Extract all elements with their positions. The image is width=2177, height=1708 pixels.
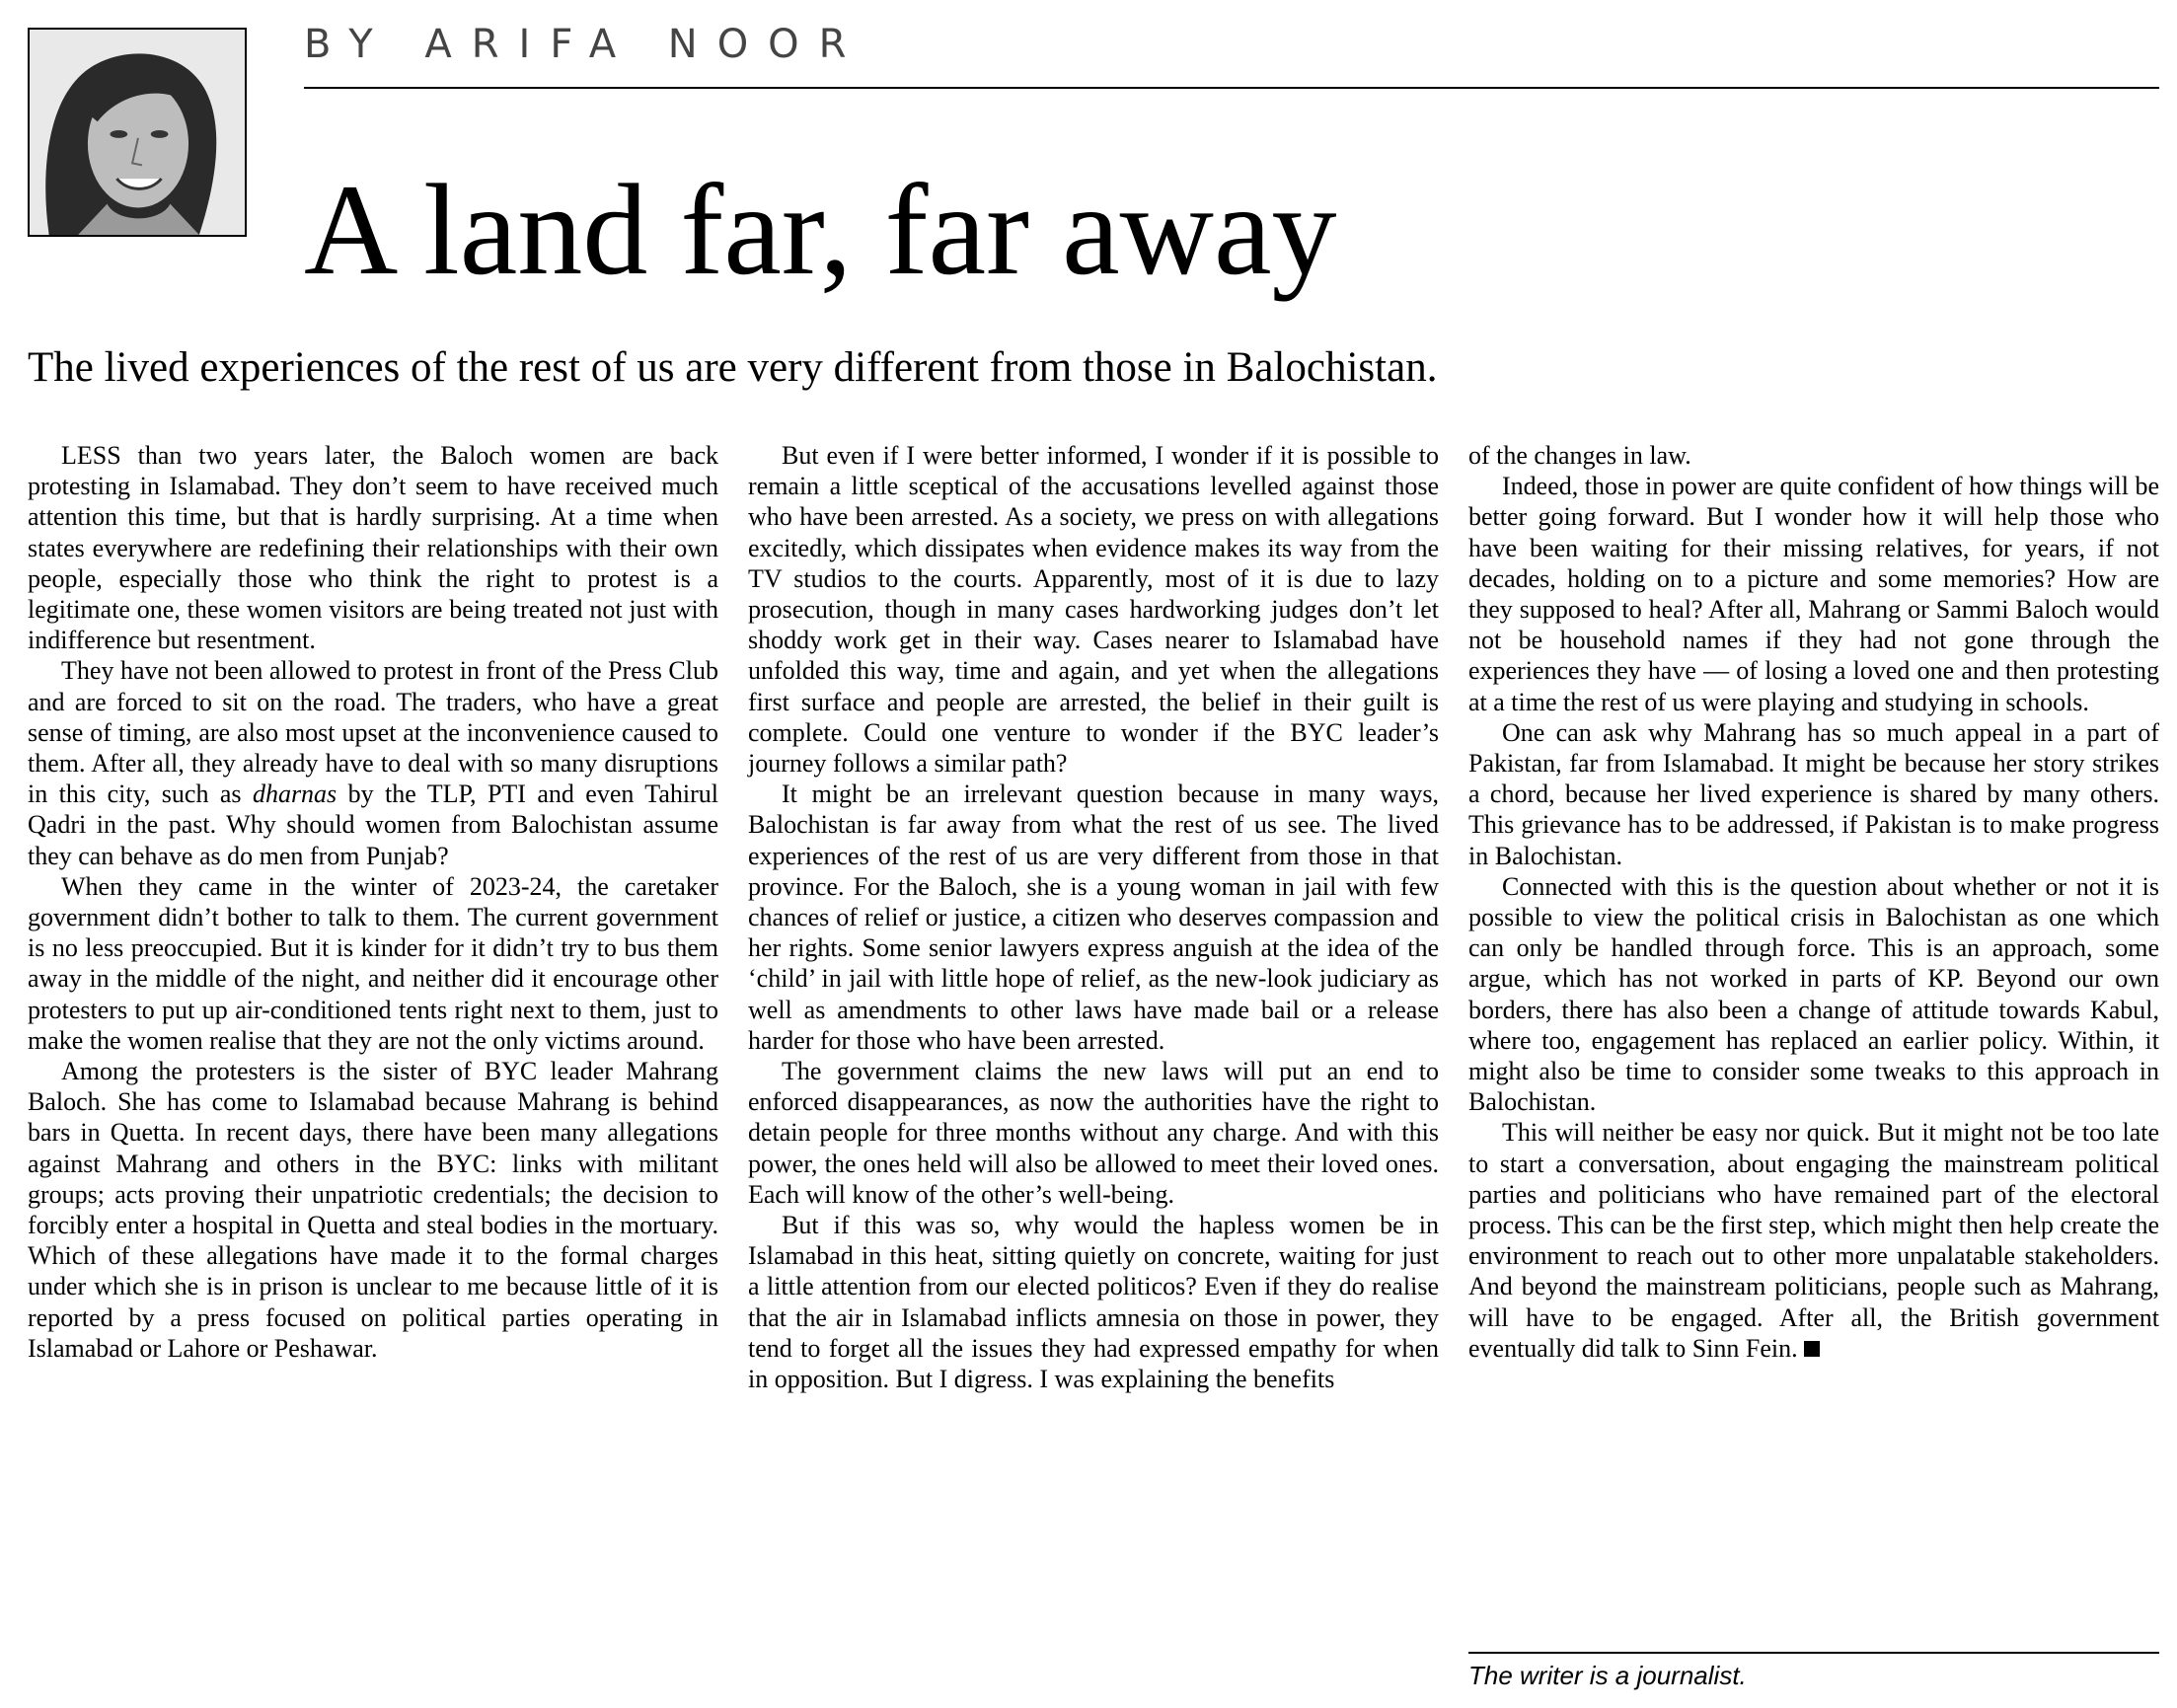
paragraph: of the changes in law.	[1468, 441, 1691, 470]
standfirst: The lived experiences of the rest of us are very different from those in Balochistan.	[28, 344, 1438, 391]
paragraph: LESS than two years later, the Baloch women are back protesting in Islamabad. They don’t seem to have received much attention this time, but that is hardly surprising. At a time when states everywhere are redefining their relationships with their own people, especially those who think the right to protest is a legitimate one, these women visitors are being treated not just with indifference but resentment.	[28, 441, 718, 655]
headline: A land far, far away	[304, 157, 1337, 302]
footer-divider	[1468, 1652, 2159, 1654]
paragraph: Among the protesters is the sister of BYC leader Mahrang Baloch. She has come to Islamabad because Mahrang is behind bars in Quetta. In recent days, there have been many allegations against Mahrang and others in the BYC: links with militant groups; acts proving their unpatriotic credentials; the decision to forcibly enter a hospital in Quetta and steal bodies in the mortuary. Which of these allegations have made it to the formal charges under which she is in prison is unclear to me because little of it is reported by a press focused on political parties operating in Islamabad or Lahore or Peshawar.	[28, 1057, 718, 1363]
paragraph: It might be an irrelevant question because in many ways, Balochistan is far away from what the rest of us see. The lived experiences of the rest of us are very different from those in that province. For the Baloch, she is a young woman in jail with few chances of relief or justice, a citizen who deserves compassion and her rights. Some senior lawyers express anguish at the idea of the ‘child’ in jail with little hope of relief, as the new-look judiciary as well as amendments to other laws have made bail or a release harder for those who have been arrested.	[748, 780, 1439, 1055]
article-column-3	[1468, 440, 2159, 1364]
paragraph: But if this was so, why would the hapless women be in Islamabad in this heat, sitting quietly on concrete, waiting for just a little attention from our elected politicos? Even if they do realise that the air in Islamabad inflicts amnesia on those in power, they tend to forget all the issues they had expressed empathy for when in opposition. But I digress. I was explaining the benefits	[748, 1211, 1439, 1394]
paragraph: But even if I were better informed, I wonder if it is possible to remain a little sceptical of the accusations levelled against those who have been arrested. As a society, we press on with allegations excitedly, which dissipates when evidence makes its way from the TV studios to the courts. Apparently, most of it is due to lazy prosecution, though in many cases hardworking judges don’t let shoddy work get in their way. Cases nearer to Islamabad have unfolded this way, time and again, and yet when the allegations first surface and people are arrested, the belief in their guilt is complete. Could one venture to wonder if the BYC leader’s journey follows a similar path?	[748, 441, 1439, 779]
closing-paragraph-text: This will neither be easy nor quick. But it might not be too late to start a conversation, about engaging the mainstream political parties and politicians who have remained part of the electoral process. This can be the first step, which might then help create the environment to reach out to other more unpalatable stakeholders. And beyond the mainstream politicians, people such as Mahrang, will have to be engaged. After all, the British government eventually did talk to Sinn Fein.	[1468, 1118, 2159, 1363]
paragraph: Indeed, those in power are quite confident of how things will be better going forward. But I wonder how it will help those who have been waiting for their missing relatives, for years, if not decades, holding on to a picture and some memories? How are they supposed to heal? After all, Mahrang or Sammi Baloch would not be household names if they had not gone through the experiences they have — of losing a loved one and then protesting at a time the rest of us were playing and studying in schools.	[1468, 472, 2159, 716]
article-column-2	[748, 440, 1439, 1394]
byline-divider	[304, 87, 2159, 89]
italic-term: dharnas	[252, 780, 338, 809]
paragraph: One can ask why Mahrang has so much appeal in a part of Pakistan, far from Islamabad. It might be because her story strikes a chord, because her lived experience is shared by many others. This grievance has to be addressed, if Pakistan is to make progress in Balochistan.	[1468, 717, 2159, 870]
paragraph: When they came in the winter of 2023-24, the caretaker government didn’t bother to talk to them. The current government is no less preoccupied. But it is kinder for it didn’t try to bus them away in the middle of the night, and neither did it encourage other protesters to put up air-conditioned tents right next to them, just to make the women realise that they are not the only victims around.	[28, 871, 718, 1055]
author-note: The writer is a journalist.	[1468, 1661, 1747, 1690]
byline: BY ARIFA NOOR	[304, 22, 866, 67]
author-photo	[28, 28, 247, 237]
end-mark-icon	[1804, 1341, 1820, 1357]
article-column-1	[28, 440, 718, 1364]
paragraph: The government claims the new laws will put an end to enforced disappearances, as now the authorities have the right to detain people for three months without any charge. And with this power, the ones held will also be allowed to meet their loved ones. Each will know of the other’s well-being.	[748, 1057, 1439, 1209]
paragraph	[1468, 1117, 2159, 1364]
paragraph: Connected with this is the question about whether or not it is possible to view the political crisis in Balochistan as one which can only be handled through force. This is an approach, some argue, which has not worked in parts of KP. Beyond our own borders, there has also been a change of attitude towards Kabul, where too, engagement has replaced an earlier policy. Within, it might also be time to consider some tweaks to this approach in Balochistan.	[1468, 871, 2159, 1117]
paragraph: They have not been allowed to protest in front of the Press Club and are forced to sit on the road. The traders, who have a great sense of timing, are also most upset at the inconvenience caused to them. After all, they already have to deal with so many disruptions in this city, such as dharnas by the TLP, PTI and even Tahirul Qadri in the past. Why should women from Balochistan assume they can behave as do men from Punjab?	[28, 656, 719, 870]
author-portrait-icon	[30, 30, 245, 235]
